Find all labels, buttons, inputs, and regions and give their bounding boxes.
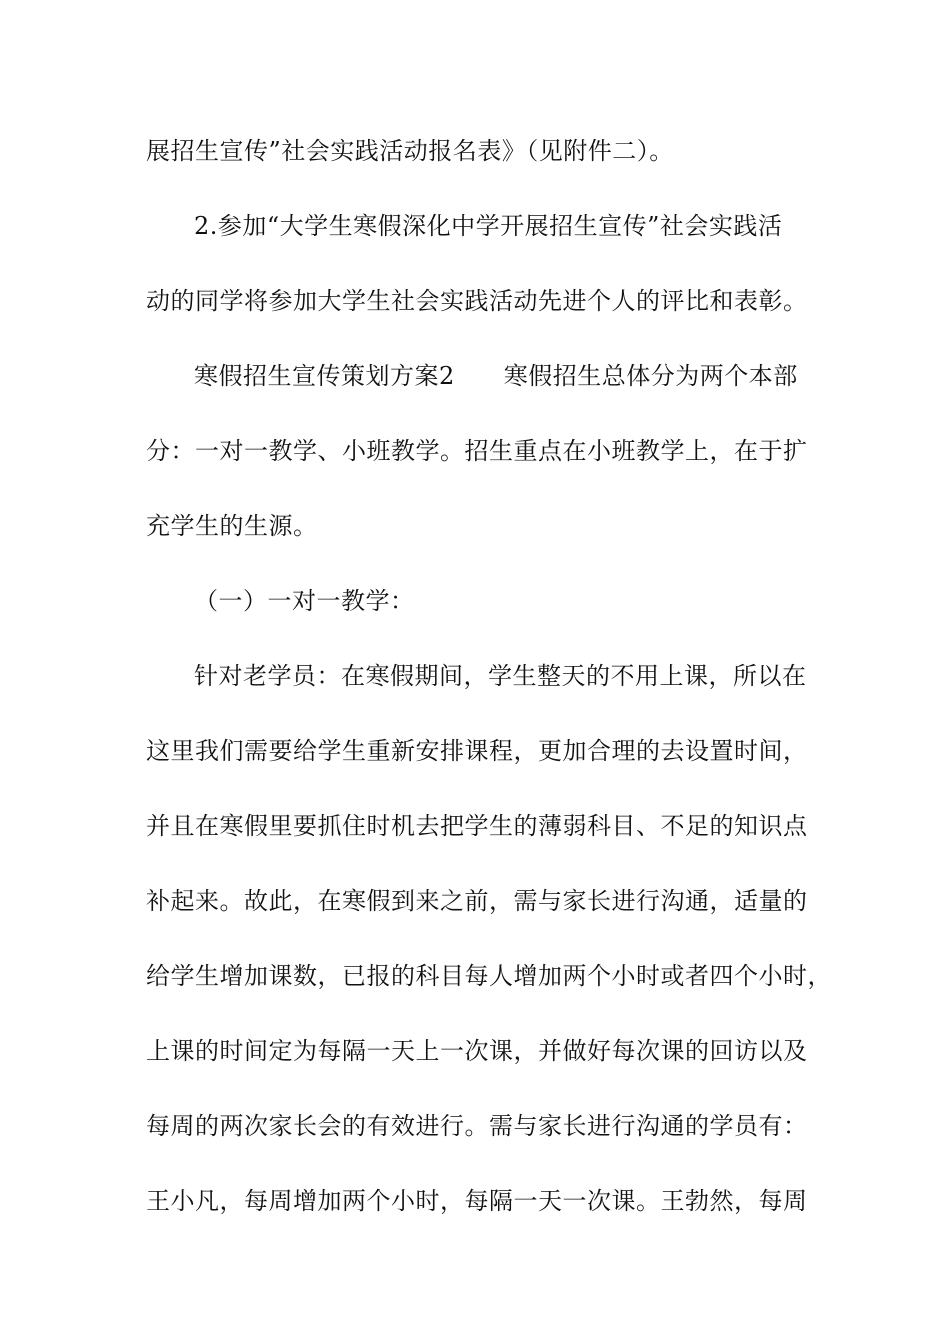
text-line-8: 针对老学员：在寒假期间，学生整天的不用上课，所以在 [194, 662, 807, 690]
text-line-7: （一）一对一教学： [194, 587, 415, 615]
text-line-15: 王小凡，每周增加两个小时，每隔一天一次课。王勃然，每周 [146, 1187, 808, 1215]
text-line-13: 上课的时间定为每隔一天上一次课，并做好每次课的回访以及 [146, 1037, 808, 1065]
text-line-12: 给学生增加课数，已报的科目每人增加两个小时或者四个小时， [146, 962, 832, 990]
text-line-3: 动的同学将参加大学生社会实践活动先进个人的评比和表彰。 [146, 287, 808, 315]
text-line-9: 这里我们需要给学生重新安排课程，更加合理的去设置时间， [146, 737, 808, 765]
text-line-14: 每周的两次家长会的有效进行。需与家长进行沟通的学员有： [146, 1112, 808, 1140]
text-line-2: 2.参加“大学生寒假深化中学开展招生宣传”社会实践活 [194, 212, 783, 240]
text-line-1: 展招生宣传”社会实践活动报名表》（见附件二）。 [146, 137, 674, 165]
text-line-4: 寒假招生宣传策划方案2 寒假招生总体分为两个本部 [194, 362, 798, 390]
text-line-11: 补起来。故此，在寒假到来之前，需与家长进行沟通，适量的 [146, 887, 808, 915]
text-line-5: 分：一对一教学、小班教学。招生重点在小班教学上，在于扩 [146, 437, 808, 465]
text-line-6: 充学生的生源。 [146, 512, 318, 540]
text-line-10: 并且在寒假里要抓住时机去把学生的薄弱科目、不足的知识点 [146, 812, 808, 840]
